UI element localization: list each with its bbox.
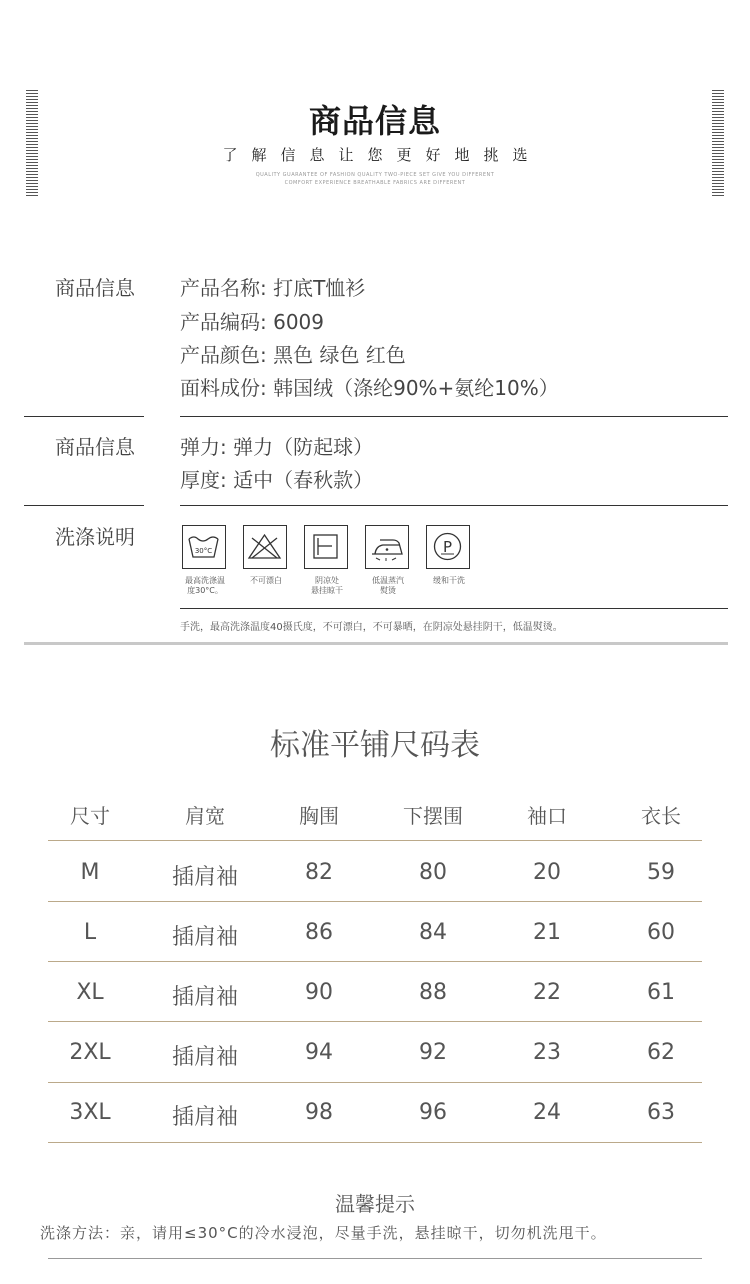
product-code: 产品编码: 6009 bbox=[180, 310, 324, 334]
table-cell-cuff: 24 bbox=[533, 1100, 561, 1125]
section-separator bbox=[24, 642, 728, 645]
divider-left-2 bbox=[24, 505, 144, 506]
table-cell-chest: 90 bbox=[305, 980, 333, 1005]
table-cell-hem: 84 bbox=[419, 920, 447, 945]
header-size: 尺寸 bbox=[70, 804, 110, 828]
section-label-product-info-2: 商品信息 bbox=[55, 435, 135, 459]
product-colors: 产品颜色: 黑色 绿色 红色 bbox=[180, 343, 406, 367]
table-cell-shoulder: 插肩袖 bbox=[171, 865, 238, 890]
header-length: 衣长 bbox=[641, 804, 681, 828]
care-caption-wash: 最高洗涤温 度30°C。 bbox=[185, 576, 225, 595]
table-cell-shoulder: 插肩袖 bbox=[171, 1105, 238, 1130]
dry-clean-p-icon bbox=[426, 525, 470, 569]
table-line bbox=[48, 1142, 702, 1143]
section-label-product-info: 商品信息 bbox=[55, 276, 135, 300]
table-cell-shoulder: 插肩袖 bbox=[171, 1045, 238, 1070]
table-cell-size: L bbox=[83, 920, 97, 945]
banner-subtitle: 了解信息让您更好地挑选 bbox=[222, 146, 542, 164]
divider-left bbox=[24, 416, 144, 417]
table-line bbox=[48, 840, 702, 841]
care-note: 手洗，最高洗涤温度40摄氏度，不可漂白，不可暴晒，在阴凉处悬挂阴干，低温熨烫。 bbox=[180, 622, 563, 633]
table-cell-hem: 80 bbox=[419, 860, 447, 885]
care-caption-no-bleach: 不可漂白 bbox=[250, 576, 282, 585]
table-cell-chest: 82 bbox=[305, 860, 333, 885]
table-cell-chest: 98 bbox=[305, 1100, 333, 1125]
size-table-title: 标准平铺尺码表 bbox=[270, 728, 480, 763]
wash-temp-text: 30°C bbox=[194, 547, 213, 555]
tips-text: 洗涤方法：亲，请用≤30°C的冷水浸泡，尽量手洗，悬挂晾干，切勿机洗甩干。 bbox=[40, 1224, 607, 1242]
tips-title: 温馨提示 bbox=[335, 1192, 415, 1216]
table-cell-size: XL bbox=[76, 980, 104, 1005]
dry-clean-letter: P bbox=[442, 538, 453, 556]
table-cell-length: 61 bbox=[647, 980, 675, 1005]
table-line bbox=[48, 961, 702, 962]
table-cell-size: 2XL bbox=[69, 1040, 111, 1065]
table-cell-hem: 96 bbox=[419, 1100, 447, 1125]
table-cell-cuff: 20 bbox=[533, 860, 561, 885]
table-cell-length: 62 bbox=[647, 1040, 675, 1065]
table-cell-cuff: 21 bbox=[533, 920, 561, 945]
table-cell-size: M bbox=[80, 860, 100, 885]
table-line bbox=[48, 1021, 702, 1022]
section-label-washing: 洗涤说明 bbox=[55, 525, 135, 549]
header-chest: 胸围 bbox=[299, 804, 339, 828]
table-cell-cuff: 22 bbox=[533, 980, 561, 1005]
table-cell-cuff: 23 bbox=[533, 1040, 561, 1065]
table-cell-length: 59 bbox=[647, 860, 675, 885]
header-cuff: 袖口 bbox=[527, 804, 567, 828]
divider-care bbox=[180, 608, 728, 609]
table-cell-shoulder: 插肩袖 bbox=[171, 925, 238, 950]
line-dry-shade-icon bbox=[304, 525, 348, 569]
table-cell-length: 60 bbox=[647, 920, 675, 945]
table-cell-shoulder: 插肩袖 bbox=[171, 985, 238, 1010]
wash-30-icon bbox=[182, 525, 226, 569]
table-cell-size: 3XL bbox=[69, 1100, 111, 1125]
table-cell-chest: 86 bbox=[305, 920, 333, 945]
care-caption-dry-clean: 缓和干洗 bbox=[433, 576, 465, 585]
divider-right bbox=[180, 416, 728, 417]
banner-english-line2: COMFORT EXPERIENCE BREATHABLE FABRICS ARE DIFFERENT bbox=[284, 180, 466, 186]
table-cell-hem: 88 bbox=[419, 980, 447, 1005]
table-line bbox=[48, 1082, 702, 1083]
divider-right-2 bbox=[180, 505, 728, 506]
table-cell-length: 63 bbox=[647, 1100, 675, 1125]
bottom-divider bbox=[48, 1258, 702, 1259]
product-thickness: 厚度: 适中（春秋款） bbox=[180, 468, 374, 492]
care-caption-dry: 阴凉处 悬挂晾干 bbox=[311, 576, 343, 595]
header-hem: 下摆围 bbox=[403, 804, 463, 828]
header-shoulder: 肩宽 bbox=[185, 804, 225, 828]
care-caption-iron: 低温蒸汽 熨烫 bbox=[372, 576, 404, 595]
banner-title: 商品信息 bbox=[308, 102, 441, 140]
banner-english-line1: QUALITY GUARANTEE OF FASHION QUALITY TWO-PIECE SET GIVE YOU DIFFERENT bbox=[255, 172, 495, 178]
product-elasticity: 弹力: 弹力（防起球） bbox=[180, 435, 374, 459]
low-iron-icon bbox=[365, 525, 409, 569]
product-fabric: 面料成份: 韩国绒（涤纶90%+氨纶10%） bbox=[180, 376, 559, 400]
table-cell-chest: 94 bbox=[305, 1040, 333, 1065]
no-bleach-icon bbox=[243, 525, 287, 569]
table-cell-hem: 92 bbox=[419, 1040, 447, 1065]
table-line bbox=[48, 901, 702, 902]
header-banner bbox=[0, 90, 750, 196]
product-name: 产品名称: 打底T恤衫 bbox=[180, 276, 366, 300]
